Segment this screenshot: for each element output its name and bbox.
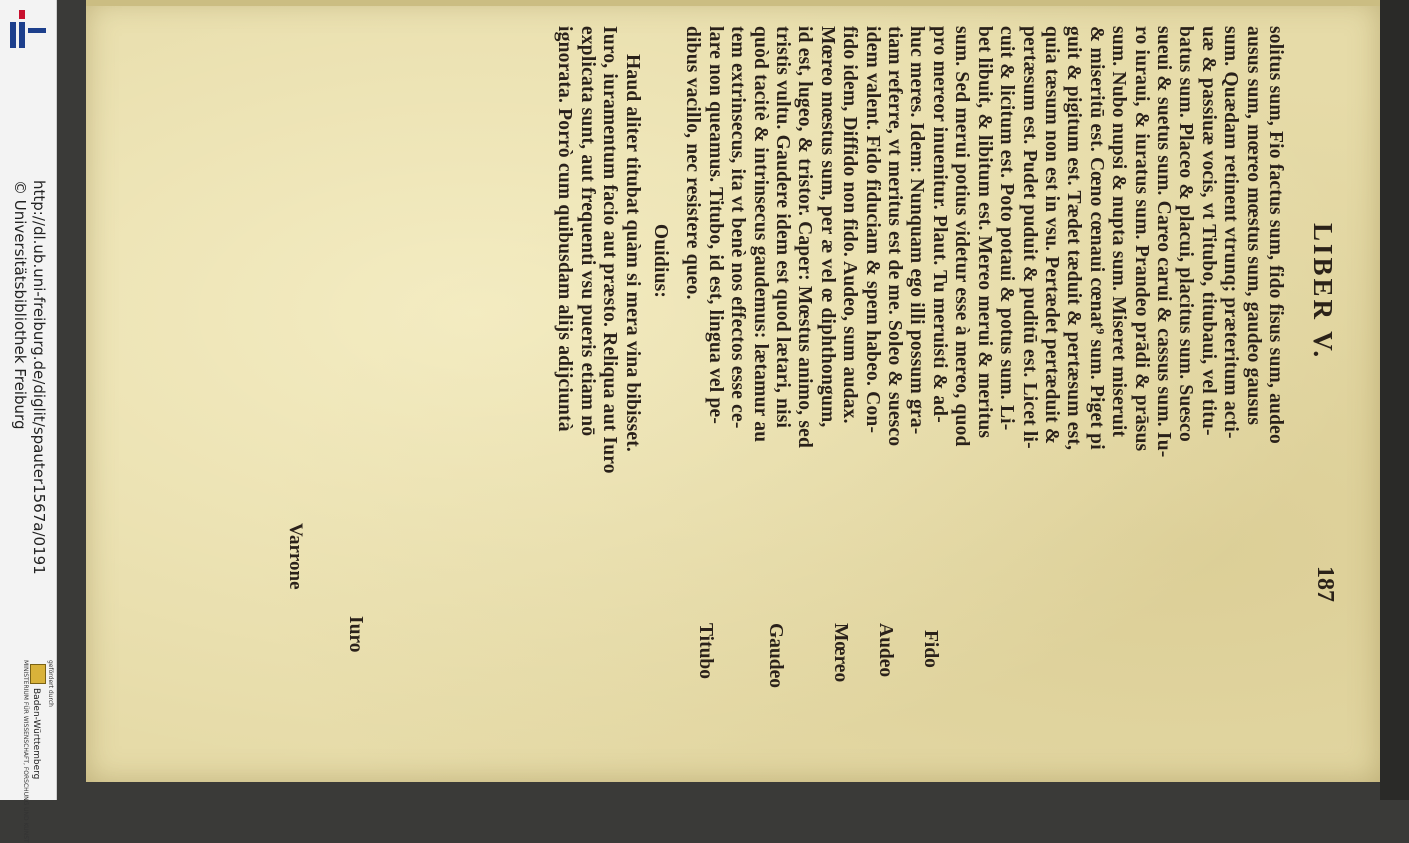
text-line: ro iuraui, & iuratus sum. Prandeo prādi & prāsus xyxy=(1130,26,1152,452)
text-line: huc meres. Idem: Nunquam ego illi possum gra- xyxy=(906,26,928,435)
text-line: lare non queamus. Titubo, id est, lingua vel pe- xyxy=(704,26,726,425)
quote-heading: Ouidius: xyxy=(650,223,672,299)
page-text-block xyxy=(285,18,1346,689)
catchword: Varrone xyxy=(285,523,306,590)
state-crest-icon xyxy=(30,664,46,684)
quote-line: Haud aliter titubat quàm si mera vina bibisset. xyxy=(621,54,643,452)
body-text xyxy=(553,26,1286,626)
page-number: 187 xyxy=(1312,566,1338,602)
permalink-url[interactable]: http://dl.ub.uni-freiburg.de/diglit/spauter1567a/0191 xyxy=(30,180,48,575)
text-line: sueui & suetus sum. Careo carui & cassus sum. Iu- xyxy=(1152,26,1174,458)
ub-freiburg-logo[interactable] xyxy=(6,8,48,50)
text-line: solitus sum, Fio factus sum, fido fisus sum, audeo xyxy=(1265,26,1286,444)
funder-name: Baden-Württemberg xyxy=(31,688,41,780)
text-line: tem extrinsecus, ita vt benè nos effectos esse ce- xyxy=(727,26,749,429)
text-line: & miseritū est. Cœno cœnaui cœnat⁹ sum. Piget pi xyxy=(1085,26,1107,450)
text-line: guit & pigitum est. Tædet tæduit & pertæsum est, xyxy=(1063,26,1085,451)
text-line: ignorata. Porrò cum quibusdam alijs adijciuntà xyxy=(554,26,576,432)
scan-background xyxy=(1380,0,1409,800)
viewer-citation xyxy=(4,180,54,575)
text-line: id est, lugeo, & tristor. Caper: Mœstus animo, sed xyxy=(794,26,816,449)
text-line: tristis vultu. Gaudere idem est quod lætari, nisi xyxy=(772,26,794,429)
margin-note: Iuro xyxy=(345,616,366,653)
text-line: Mœreo mœstus sum, per æ vel œ diphthongum, xyxy=(816,26,838,428)
text-line: batus sum. Placeo & placui, placitus sum. Suesco xyxy=(1175,26,1197,442)
margin-note: Audeo xyxy=(875,623,896,678)
margin-note: Mœreo xyxy=(830,623,851,683)
running-header xyxy=(1298,18,1338,608)
text-line: tiam referre, vt meritus est de me. Soleo & suesco xyxy=(884,26,906,447)
text-line: fido idem, Diffido non fido. Audeo, sum audax. xyxy=(839,26,861,424)
text-line: quòd tacitè & intrinsecus gaudemus: lætamur au xyxy=(749,26,771,443)
margin-note: Fido xyxy=(920,630,941,668)
text-line: cuit & licitum est. Poto potaui & potus sum. Li- xyxy=(996,26,1018,431)
text-line: bet libuit, & libitum est. Mereo merui & meritus xyxy=(973,26,995,439)
funding-badge xyxy=(2,660,54,843)
text-line: ausus sum, mœreo mœstus sum, gaudeo gausus xyxy=(1242,26,1264,426)
funded-by-label: gefördert durch xyxy=(47,660,54,707)
copyright-notice: © Universitätsbibliothek Freiburg xyxy=(11,180,29,430)
text-line: quia tæsum non est in vsu. Pertædet pertæduit & xyxy=(1040,26,1062,445)
ministry-name: MINISTERIUM FÜR WISSENSCHAFT, FORSCHUNG UND KUNST xyxy=(22,660,29,843)
text-line: explicata sunt, aut frequenti vsu pueris etiam nō xyxy=(576,26,598,437)
page-edge xyxy=(86,0,1380,6)
margin-note: Gaudeo xyxy=(765,623,786,689)
margin-note: Titubo xyxy=(695,623,716,680)
text-line: pertæsum est. Pudet puduit & puditū est. Licet li- xyxy=(1018,26,1040,449)
text-line: pro mereor inuenitur. Plaut. Tu meruisti & ad- xyxy=(928,26,950,423)
text-line: dibus vacillo, nec resistere queo. xyxy=(682,26,704,300)
viewer-sidebar xyxy=(0,0,57,843)
page-title: LIBER V. xyxy=(1308,223,1338,361)
text-line: sum. Quædam retinent vtrunq; præteritum acti- xyxy=(1220,26,1242,439)
text-line: idem valent. Fido fiduciam & spem habeo. Con- xyxy=(861,26,883,434)
text-line: uæ & passiuæ vocis, vt Titubo, titubaui, vel titu- xyxy=(1197,26,1219,436)
text-line: Iuro, iuramentum facio aut præsto. Reliqua aut Iuro xyxy=(599,26,621,474)
text-line: sum. Sed merui potius videtur esse à mereo, quod xyxy=(951,26,973,447)
text-line: sum. Nubo nupsi & nupta sum. Miseret miseruit xyxy=(1108,26,1130,438)
